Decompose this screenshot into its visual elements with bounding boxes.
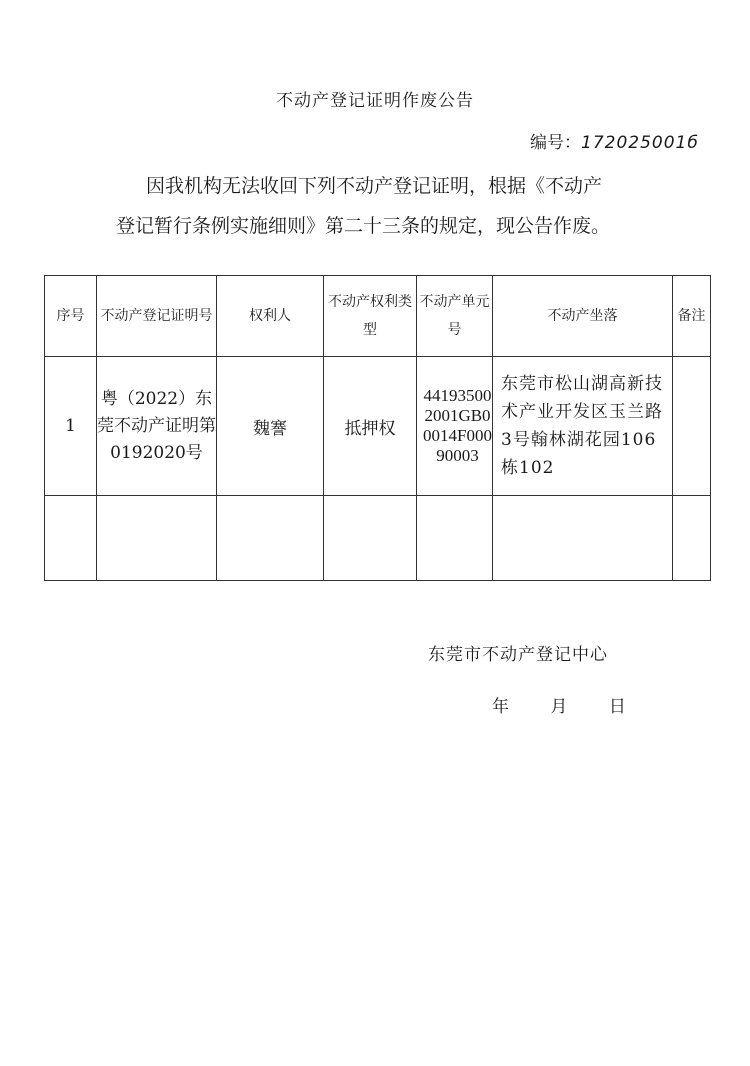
cell-remark: [673, 357, 711, 496]
header-seq: 序号: [45, 276, 97, 357]
cell-location: 东莞市松山湖高新技术产业开发区玉兰路3号翰林湖花园106栋102: [493, 357, 673, 496]
header-remark: 备注: [673, 276, 711, 357]
header-unit-no: 不动产单元号: [417, 276, 493, 357]
header-holder: 权利人: [217, 276, 324, 357]
cell-holder: 魏謇: [217, 357, 324, 496]
table-row: [45, 496, 711, 581]
date-month-label: 月: [550, 697, 568, 717]
header-right-type: 不动产权利类型: [324, 276, 417, 357]
table-header-row: [45, 276, 711, 357]
document-number-label: 编号：: [530, 133, 581, 153]
cell-right-type: 抵押权: [324, 357, 417, 496]
document-number: [530, 128, 699, 153]
notice-title: 不动产登记证明作废公告: [276, 91, 474, 111]
cell-right-type: [324, 496, 417, 581]
cell-holder: [217, 496, 324, 581]
header-location: 不动产坐落: [493, 276, 673, 357]
table-row: [45, 357, 711, 496]
date-year-label: 年: [492, 697, 509, 717]
document-number-value: 172025001б: [581, 133, 699, 153]
cell-remark: [673, 496, 711, 581]
issuer-name: 东莞市不动产登记中心: [428, 645, 608, 665]
date-line: [492, 692, 644, 717]
intro-line-2: 登记暂行条例实施细则》第二十三条的规定，现公告作废。: [116, 215, 611, 237]
cell-seq: [45, 496, 97, 581]
cell-location: [493, 496, 673, 581]
cell-cert-no: 粤（2022）东莞不动产证明第0192020号: [97, 357, 217, 496]
date-day-label: 日: [608, 697, 626, 717]
certificate-table: [44, 275, 711, 581]
cell-cert-no: [97, 496, 217, 581]
cell-unit-no: 441935002001GB00014F00090003: [417, 357, 493, 496]
intro-line-1: 因我机构无法收回下列不动产登记证明，根据《不动产: [146, 175, 603, 197]
cell-unit-no: [417, 496, 493, 581]
notice-intro: [106, 166, 666, 246]
cell-seq: 1: [45, 357, 97, 496]
header-cert-no: 不动产登记证明号: [97, 276, 217, 357]
